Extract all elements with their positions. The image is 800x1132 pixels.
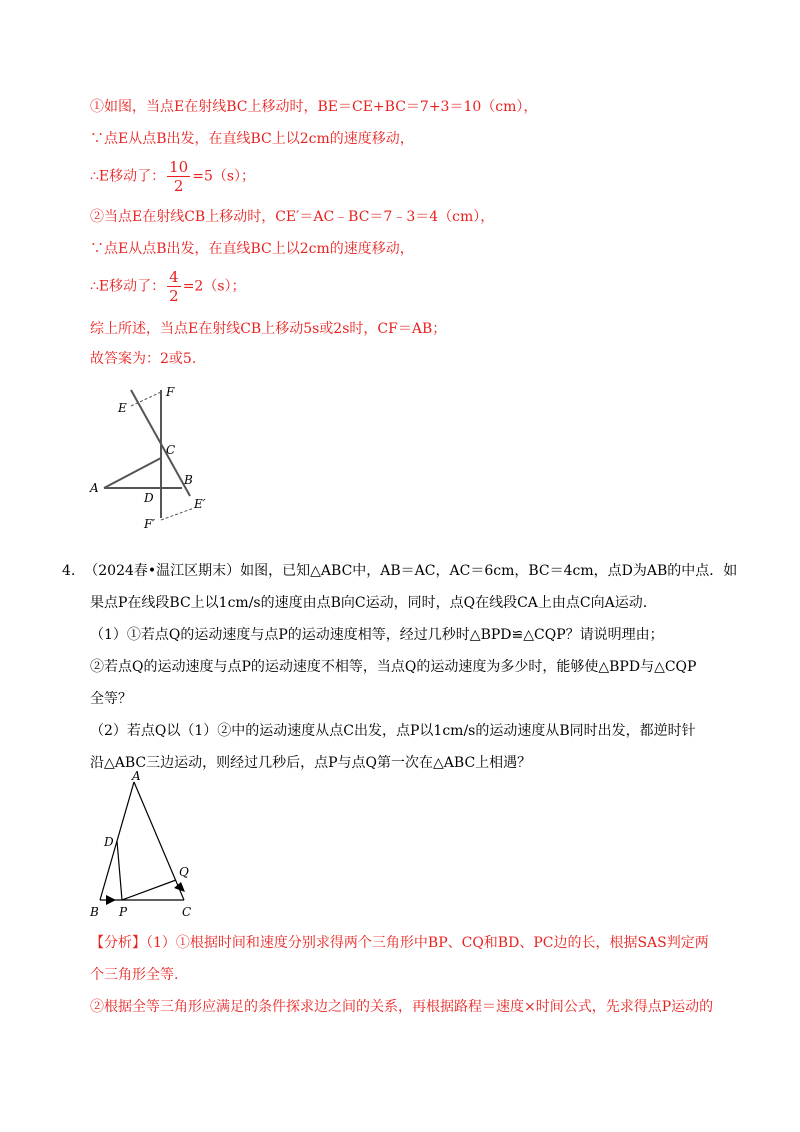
label-D: D: [104, 835, 114, 849]
solution-line-3-prefix: ∴E移动了：: [90, 168, 166, 185]
fraction-10-over-2: [167, 158, 190, 195]
label-E: E: [118, 401, 127, 415]
question-4-line-1: [62, 560, 737, 582]
fraction-4-over-2: [167, 268, 181, 305]
fraction-denominator: 2: [169, 287, 179, 305]
analysis-line-3: ②根据全等三角形应满足的条件探求边之间的关系，再根据路程＝速度×时间公式，先求得点P运动的: [90, 999, 714, 1015]
figure-1-geometry: [86, 378, 226, 538]
question-4-line-5: 全等？: [90, 691, 132, 707]
solution-line-6-prefix: ∴E移动了：: [90, 278, 166, 295]
label-B: B: [90, 905, 99, 919]
fraction-numerator: 4: [169, 268, 179, 286]
solution-line-6: [90, 268, 246, 305]
arrow-p-icon: [106, 895, 116, 905]
analysis-line-1: 【分析】（1）①根据时间和速度分别求得两个三角形中BP、CQ和BD、PC边的长，根据SAS判定两: [90, 935, 709, 951]
segment-PQ: [122, 880, 176, 900]
solution-line-4: ②当点E在射线CB上移动时，CE′＝AC﹣BC＝7﹣3＝4（cm），: [90, 209, 495, 225]
solution-line-6-suffix: =2（s）；: [182, 278, 246, 295]
question-4-line-7: 沿△ABC三边运动，则经过几秒后，点P与点Q第一次在△ABC上相遇？: [90, 755, 532, 771]
label-E-prime: E′: [194, 497, 206, 511]
solution-line-3-suffix: =5（s）；: [192, 168, 256, 185]
solution-line-2: ∵点E从点B出发，在直线BC上以2cm的速度移动，: [90, 131, 414, 147]
side-AC: [134, 782, 184, 900]
segment-AC: [104, 458, 161, 488]
question-4-line-6: （2）若点Q以（1）②中的运动速度从点C出发，点P以1cm/s的运动速度从B同时出发，都逆时针: [90, 723, 696, 739]
question-number: 4.: [62, 563, 76, 579]
fraction-numerator: 10: [169, 158, 189, 176]
question-4-line-2: 果点P在线段BC上以1cm/s的速度由点B向C运动，同时，点Q在线段CA上由点C向A运动.: [90, 595, 648, 611]
question-4-line-3: （1）①若点Q的运动速度与点P的运动速度相等，经过几秒时△BPD≌△CQP？请说明理由；: [90, 627, 664, 643]
solution-line-3: [90, 158, 255, 195]
label-C: C: [182, 905, 192, 919]
question-4-text-1: （2024春•温江区期末）如图，已知△ABC中，AB＝AC，AC＝6cm，BC＝4cm，点D为AB的中点．如: [84, 563, 738, 579]
solution-line-5: ∵点E从点B出发，在直线BC上以2cm的速度移动，: [90, 241, 414, 257]
solution-line-7: 综上所述，当点E在射线CB上移动5s或2s时，CF＝AB；: [90, 321, 447, 337]
label-F-prime: F′: [144, 517, 156, 531]
solution-line-1: ①如图，当点E在射线BC上移动时，BE＝CE+BC＝7+3＝10（cm），: [90, 99, 538, 115]
figure-2-triangle: [86, 770, 206, 920]
dashed-E2F2: [161, 508, 194, 520]
label-C: C: [166, 443, 176, 457]
label-A: A: [90, 481, 99, 495]
label-B: B: [184, 473, 193, 487]
fraction-denominator: 2: [173, 177, 184, 195]
label-Q: Q: [179, 865, 189, 879]
label-D: D: [144, 491, 154, 505]
analysis-line-2: 个三角形全等.: [90, 967, 179, 983]
segment-DP: [117, 841, 122, 900]
label-A: A: [132, 770, 141, 783]
label-P: P: [119, 905, 128, 919]
question-4-line-4: ②若点Q的运动速度与点P的运动速度不相等，当点Q的运动速度为多少时，能够使△BPD与△CQP: [90, 659, 697, 675]
solution-line-8: 故答案为：2或5.: [90, 351, 197, 367]
label-F: F: [166, 385, 175, 399]
